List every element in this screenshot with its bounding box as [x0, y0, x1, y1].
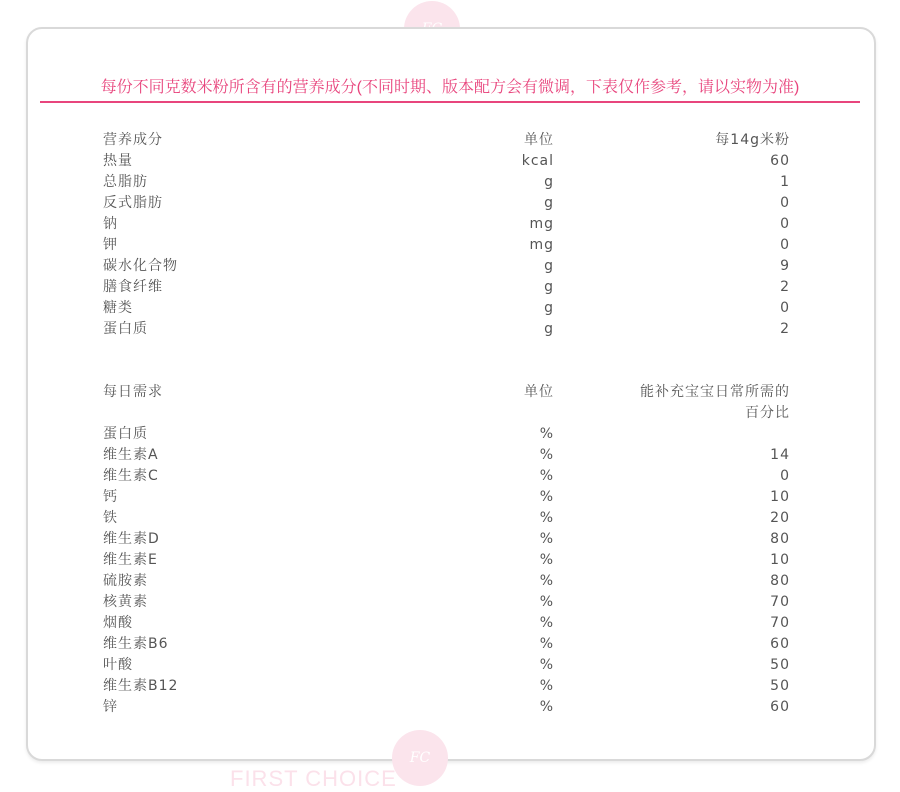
table-row: [0, 592, 900, 613]
table-row: [0, 697, 900, 718]
nutrient-name: 钠: [103, 216, 118, 232]
table-row: [0, 634, 900, 655]
nutrient-unit: mg: [529, 237, 554, 253]
nutrient-name: 膳食纤维: [103, 279, 163, 295]
nutrient-value: 20: [770, 510, 790, 526]
nutrient-name: 蛋白质: [103, 426, 148, 442]
nutrient-value: 70: [770, 594, 790, 610]
nutrient-unit: %: [539, 657, 554, 673]
table-row: [0, 529, 900, 550]
column-header-name: 营养成分: [103, 132, 163, 148]
nutrient-name: 维生素A: [103, 447, 159, 463]
nutrient-unit: %: [539, 531, 554, 547]
nutrient-value: 50: [770, 657, 790, 673]
table-header-row: [0, 382, 900, 421]
nutrient-unit: g: [544, 258, 554, 274]
brand-logo-icon: FC: [392, 730, 448, 786]
nutrient-name: 铁: [103, 510, 118, 526]
table-row: [0, 571, 900, 592]
nutrient-value: 80: [770, 531, 790, 547]
nutrient-unit: %: [539, 573, 554, 589]
nutrient-unit: g: [544, 300, 554, 316]
nutrient-name: 维生素E: [103, 552, 158, 568]
nutrient-value: 70: [770, 615, 790, 631]
nutrient-unit: mg: [529, 216, 554, 232]
nutrient-value: 0: [780, 237, 790, 253]
nutrient-unit: %: [539, 594, 554, 610]
nutrient-value: 9: [780, 258, 790, 274]
nutrient-name: 维生素B6: [103, 636, 169, 652]
nutrient-unit: g: [544, 174, 554, 190]
nutrient-unit: %: [539, 510, 554, 526]
nutrient-value: 14: [770, 447, 790, 463]
nutrient-name: 维生素D: [103, 531, 160, 547]
nutrient-unit: %: [539, 426, 554, 442]
nutrient-value: 60: [770, 699, 790, 715]
table-row: [0, 466, 900, 487]
table-row: [0, 256, 900, 277]
column-header-unit: 单位: [524, 384, 554, 400]
table-row: [0, 214, 900, 235]
nutrient-unit: %: [539, 678, 554, 694]
nutrient-name: 反式脂肪: [103, 195, 163, 211]
table-header-row: [0, 130, 900, 151]
nutrient-name: 糖类: [103, 300, 133, 316]
nutrient-name: 碳水化合物: [103, 258, 178, 274]
nutrient-value: 1: [780, 174, 790, 190]
nutrient-value: 0: [780, 216, 790, 232]
table-row: [0, 319, 900, 340]
nutrient-value: 60: [770, 636, 790, 652]
nutrient-value: 50: [770, 678, 790, 694]
nutrient-name: 锌: [103, 699, 118, 715]
table-row: [0, 298, 900, 319]
table-row: [0, 235, 900, 256]
table-row: [0, 445, 900, 466]
nutrient-name: 烟酸: [103, 615, 133, 631]
nutrient-name: 钙: [103, 489, 118, 505]
nutrient-unit: %: [539, 447, 554, 463]
nutrient-value: 2: [780, 279, 790, 295]
table-row: [0, 508, 900, 529]
nutrient-value: 0: [780, 468, 790, 484]
table-row: [0, 655, 900, 676]
nutrient-name: 钾: [103, 237, 118, 253]
nutrient-unit: g: [544, 321, 554, 337]
nutrient-unit: g: [544, 195, 554, 211]
nutrient-unit: %: [539, 615, 554, 631]
nutrient-unit: %: [539, 489, 554, 505]
nutrient-name: 总脂肪: [103, 174, 148, 190]
nutrient-value: 60: [770, 153, 790, 169]
nutrient-value: 80: [770, 573, 790, 589]
table-row: [0, 172, 900, 193]
nutrient-name: 硫胺素: [103, 573, 148, 589]
nutrient-name: 核黄素: [103, 594, 148, 610]
nutrient-name: 蛋白质: [103, 321, 148, 337]
nutrient-unit: %: [539, 699, 554, 715]
nutrient-name: 维生素C: [103, 468, 159, 484]
table-row: [0, 613, 900, 634]
column-header-value: 每14g米粉: [715, 132, 790, 148]
nutrient-unit: %: [539, 552, 554, 568]
nutrient-name: 维生素B12: [103, 678, 179, 694]
nutrient-name: 热量: [103, 153, 133, 169]
nutrient-value: 10: [770, 552, 790, 568]
table-row: [0, 487, 900, 508]
table-row: [0, 151, 900, 172]
table-row: [0, 193, 900, 214]
nutrient-unit: kcal: [521, 153, 554, 169]
table-row: [0, 424, 900, 445]
nutrient-unit: %: [539, 636, 554, 652]
nutrient-value: 0: [780, 300, 790, 316]
table-row: [0, 277, 900, 298]
brand-watermark-text: FIRST CHOICE: [230, 766, 397, 791]
column-header-value: 能补充宝宝日常所需的百分比: [640, 384, 790, 421]
nutrient-value: 10: [770, 489, 790, 505]
nutrient-unit: g: [544, 279, 554, 295]
table-row: [0, 550, 900, 571]
title-divider: [40, 101, 860, 103]
table-row: [0, 676, 900, 697]
column-header-name: 每日需求: [103, 384, 163, 400]
nutrient-value: 2: [780, 321, 790, 337]
nutrient-unit: %: [539, 468, 554, 484]
column-header-unit: 单位: [524, 132, 554, 148]
nutrient-value: 0: [780, 195, 790, 211]
page-title: 每份不同克数米粉所含有的营养成分(不同时期、版本配方会有微调，下表仅作参考，请以实物为准): [100, 79, 800, 96]
nutrient-name: 叶酸: [103, 657, 133, 673]
